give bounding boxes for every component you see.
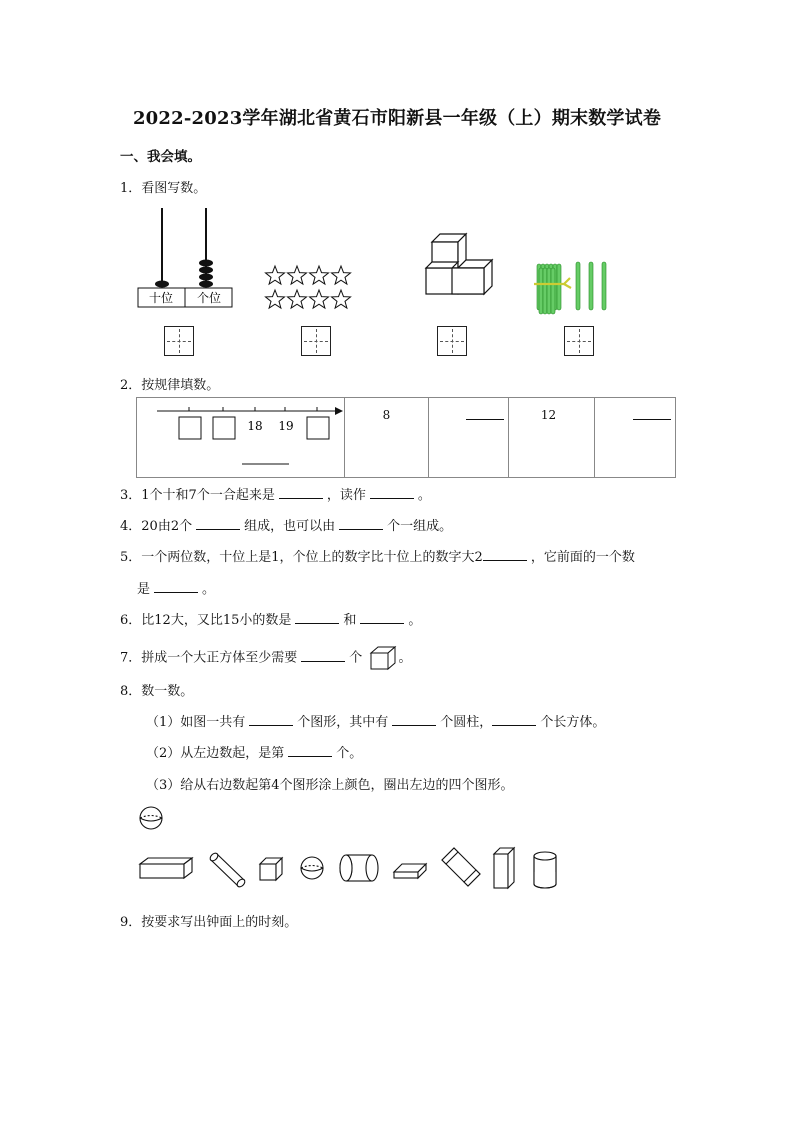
sphere-reference-shape	[140, 807, 162, 829]
sequence-cell: 8	[345, 398, 429, 478]
star-shape	[266, 290, 285, 308]
sequence-cell	[594, 398, 675, 478]
star-shape	[332, 290, 351, 308]
answer-box-cubes[interactable]	[437, 326, 467, 356]
numberline-box	[179, 417, 201, 439]
star-shape	[288, 290, 307, 308]
question-8-2: （2）从左边数起，是第 个。	[146, 746, 363, 761]
sticks-figure	[534, 262, 606, 314]
answer-blank[interactable]	[295, 611, 339, 624]
star-shape	[332, 266, 351, 284]
abacus-bead	[199, 267, 213, 274]
cuboid-shape	[140, 858, 192, 878]
question-8: 8．数一数。	[120, 684, 194, 699]
answer-blank[interactable]	[360, 611, 404, 624]
stick-shape	[547, 268, 551, 314]
page-title: 2022-2023学年湖北省黄石市阳新县一年级（上）期末数学试卷	[132, 108, 662, 129]
answer-blank[interactable]	[196, 517, 240, 530]
cubes-figure	[426, 234, 492, 294]
cube-shape	[260, 858, 282, 880]
stick-shape	[551, 268, 555, 314]
sequence-table	[136, 397, 676, 478]
answer-blank[interactable]	[633, 419, 671, 420]
question-1: 1．看图写数。	[120, 181, 207, 196]
answer-blank[interactable]	[154, 580, 198, 593]
cylinder-shape	[340, 854, 378, 882]
section-heading: 一、我会填。	[120, 149, 201, 165]
stick-shape	[543, 268, 547, 314]
answer-blank[interactable]	[370, 486, 414, 499]
question-1-figure	[134, 204, 614, 364]
small-cube-icon	[368, 645, 398, 671]
answer-blank[interactable]	[288, 744, 332, 757]
question-3: 3．1个十和7个一合起来是 ，读作 。	[120, 488, 431, 503]
sequence-cell: 12	[509, 398, 595, 478]
answer-box-sticks[interactable]	[564, 326, 594, 356]
answer-box-abacus[interactable]	[164, 326, 194, 356]
sequence-cell	[428, 398, 508, 478]
question-8-1: （1）如图一共有 个图形，其中有 个圆柱， 个长方体。	[146, 715, 606, 730]
shapes-figure	[134, 802, 564, 894]
answer-blank[interactable]	[339, 517, 383, 530]
question-9: 9．按要求写出钟面上的时刻。	[120, 915, 298, 930]
abacus-tens-label: 十位	[148, 291, 174, 305]
numberline-label: 19	[278, 419, 294, 433]
sphere-shape	[301, 857, 323, 879]
numberline-box	[213, 417, 235, 439]
stars-figure	[266, 266, 351, 308]
abacus-bead	[199, 274, 213, 281]
question-8-3: （3）给从右边数起第4个图形涂上颜色，圈出左边的四个图形。	[146, 778, 514, 793]
abacus-bead	[199, 281, 213, 288]
star-shape	[310, 290, 329, 308]
abacus-figure	[138, 208, 232, 307]
question-5: 5．一个两位数，十位上是1，个位上的数字比十位上的数字大2 ，它前面的一个数	[120, 550, 635, 565]
answer-blank[interactable]	[249, 713, 293, 726]
cylinder-shape	[534, 852, 556, 888]
answer-blank[interactable]	[483, 548, 527, 561]
answer-box-stars[interactable]	[301, 326, 331, 356]
cuboid-shape	[394, 864, 426, 878]
stick-shape	[539, 268, 543, 314]
answer-blank[interactable]	[279, 486, 323, 499]
numberline-label: 18	[247, 419, 263, 433]
abacus-bead	[199, 260, 213, 267]
question-2: 2．按规律填数。	[120, 378, 220, 393]
question-5-cont: 是 。	[137, 582, 216, 597]
star-shape	[310, 266, 329, 284]
abacus-bead	[155, 281, 169, 288]
numberline-cell	[137, 398, 345, 478]
stick-shape	[557, 264, 561, 310]
question-7: 7．拼成一个大正方体至少需要 个 。	[120, 645, 411, 671]
star-shape	[288, 266, 307, 284]
abacus-ones-label: 个位	[196, 291, 222, 305]
answer-blank[interactable]	[392, 713, 436, 726]
answer-blank[interactable]	[301, 649, 345, 662]
cuboid-shape	[494, 848, 514, 888]
star-shape	[266, 266, 285, 284]
cuboid-shape	[442, 848, 480, 886]
question-6: 6．比12大，又比15小的数是 和 。	[120, 613, 422, 628]
cylinder-shape	[209, 852, 247, 889]
answer-blank[interactable]	[492, 713, 536, 726]
question-4: 4．20由2个 组成，也可以由 个一组成。	[120, 519, 453, 534]
numberline-box	[307, 417, 329, 439]
answer-blank[interactable]	[466, 419, 504, 420]
